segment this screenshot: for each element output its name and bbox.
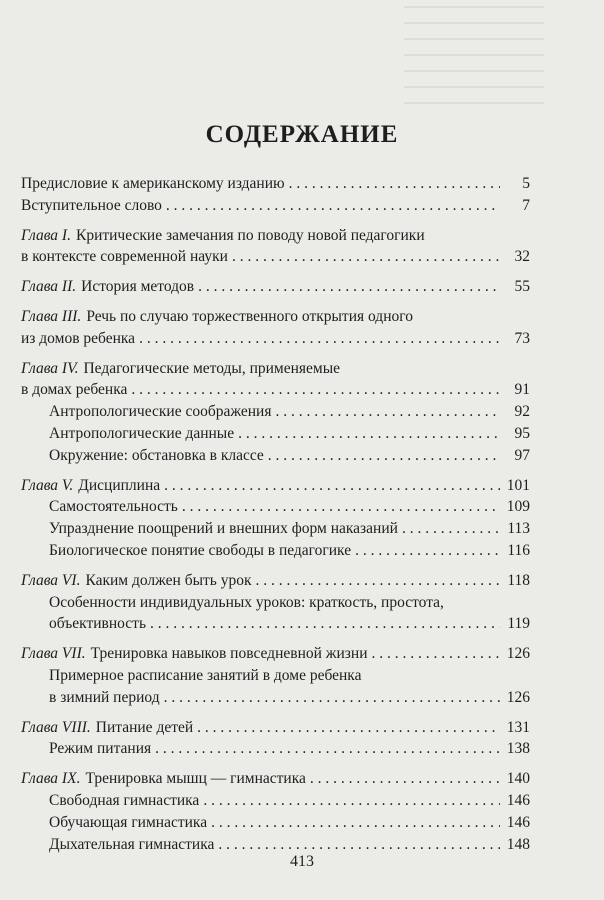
- page-ref: 7: [522, 196, 530, 214]
- page-ref: 92: [514, 403, 530, 421]
- toc-chapter: [21, 717, 530, 761]
- toc-subentry: [21, 592, 530, 614]
- entry-title: История методов: [81, 278, 195, 296]
- entry-title: Вступительное слово: [21, 196, 162, 214]
- entry-title: Предисловие к американскому изданию: [21, 175, 285, 192]
- page-number: 413: [290, 853, 314, 870]
- toc-chapter: [21, 358, 530, 467]
- entry-title: Окружение: обстановка в классе: [49, 446, 264, 464]
- page-ref: 109: [506, 498, 530, 516]
- toc-subentry: [21, 445, 530, 467]
- bleed-through-text: [404, 6, 544, 116]
- dot-leader: [182, 496, 500, 518]
- dot-leader: [203, 790, 500, 812]
- entry-title: Обучающая гимнастика: [49, 813, 208, 831]
- toc-entry: [21, 358, 530, 380]
- toc-entry: [21, 328, 530, 350]
- page-ref: 5: [522, 175, 530, 192]
- chapter-label: Глава I.: [21, 226, 71, 244]
- dot-leader: [238, 423, 500, 445]
- entry-title: Режим питания: [49, 740, 152, 758]
- toc-entry: [21, 475, 530, 497]
- page-ref: 73: [514, 329, 530, 347]
- dot-leader: [289, 173, 500, 195]
- entry-title: Свободная гимнастика: [49, 791, 200, 809]
- toc-chapter: [21, 475, 530, 562]
- entry-title: в зимний период: [49, 688, 160, 706]
- toc-subentry: [21, 738, 530, 760]
- entry-title: в домах ребенка: [21, 381, 128, 399]
- toc-entry: [21, 173, 530, 195]
- toc-subentry: [21, 496, 530, 518]
- entry-title: Антропологические данные: [49, 424, 235, 442]
- page-ref: 32: [514, 248, 530, 266]
- entry-title: Тренировка мышц — гимнастика: [85, 770, 306, 788]
- dot-leader: [139, 328, 500, 350]
- page-ref: 55: [514, 278, 530, 296]
- toc-subentry: [21, 401, 530, 423]
- dot-leader: [268, 445, 500, 467]
- table-of-contents: [21, 173, 530, 863]
- page-ref: 91: [514, 381, 530, 399]
- toc-subentry: [21, 540, 530, 562]
- dot-leader: [166, 195, 500, 217]
- dot-leader: [155, 738, 500, 760]
- chapter-label: Глава IV.: [21, 359, 79, 377]
- chapter-label: Глава VI.: [21, 571, 81, 589]
- toc-entry: [21, 717, 530, 739]
- toc-chapter: [21, 768, 530, 855]
- toc-entry: [21, 246, 530, 268]
- entry-title: Педагогические методы, применяемые: [83, 359, 341, 377]
- dot-leader: [150, 613, 500, 635]
- chapter-label: Глава II.: [21, 278, 77, 296]
- entry-title: Критические замечания по поводу новой педагогики: [75, 226, 425, 244]
- toc-entry: [21, 276, 530, 298]
- entry-title: из домов ребенка: [21, 329, 136, 347]
- page-ref: 118: [507, 571, 530, 589]
- page-ref: 131: [506, 718, 530, 736]
- dot-leader: [164, 687, 500, 709]
- entry-title: Тренировка навыков повседневной жизни: [90, 645, 368, 663]
- entry-title: Антропологические соображения: [49, 403, 272, 421]
- toc-entry: [21, 643, 530, 665]
- toc-entry: [21, 768, 530, 790]
- toc-chapter: [21, 225, 530, 269]
- page-ref: 126: [506, 688, 530, 706]
- page-ref: 119: [507, 615, 530, 633]
- dot-leader: [197, 717, 500, 739]
- toc-subentry: [21, 423, 530, 445]
- entry-title: Каким должен быть урок: [85, 571, 252, 589]
- dot-leader: [131, 379, 500, 401]
- toc-entry: [21, 195, 530, 217]
- toc-chapter: [21, 173, 530, 217]
- entry-title: Дыхательная гимнастика: [49, 835, 215, 853]
- toc-chapter: [21, 570, 530, 635]
- toc-entry: [21, 570, 530, 592]
- entry-title: Примерное расписание занятий в доме ребенка: [49, 666, 362, 684]
- chapter-label: Глава V.: [21, 476, 74, 494]
- toc-chapter: [21, 306, 530, 350]
- chapter-label: Глава VII.: [21, 645, 86, 663]
- dot-leader: [256, 570, 501, 592]
- toc-subentry: [21, 812, 530, 834]
- toc-chapter: [21, 276, 530, 298]
- page-ref: 113: [507, 520, 530, 538]
- entry-title: в контексте современной науки: [21, 248, 228, 266]
- chapter-label: Глава IX.: [21, 770, 81, 788]
- dot-leader: [232, 246, 500, 268]
- toc-chapter: [21, 643, 530, 708]
- page-ref: 126: [506, 645, 530, 663]
- entry-title: Особенности индивидуальных уроков: краткость, простота,: [49, 593, 444, 611]
- entry-title: Дисциплина: [78, 476, 161, 494]
- page-ref: 97: [514, 446, 530, 464]
- dot-leader: [164, 475, 500, 497]
- toc-subentry: [21, 790, 530, 812]
- dot-leader: [211, 812, 500, 834]
- toc-entry: [21, 225, 530, 247]
- dot-leader: [275, 401, 500, 423]
- page-ref: 148: [506, 835, 530, 853]
- dot-leader: [355, 540, 500, 562]
- toc-subentry: [21, 665, 530, 687]
- entry-title: Речь по случаю торжественного открытия одного: [86, 307, 413, 325]
- dot-leader: [372, 643, 501, 665]
- page-ref: 140: [506, 770, 530, 788]
- dot-leader: [402, 518, 500, 540]
- toc-entry: [21, 379, 530, 401]
- chapter-label: Глава III.: [21, 307, 82, 325]
- page-title: СОДЕРЖАНИЕ: [205, 121, 399, 148]
- page-ref: 116: [507, 541, 530, 559]
- entry-title: Самостоятельность: [49, 498, 178, 516]
- dot-leader: [310, 768, 500, 790]
- chapter-label: Глава VIII.: [21, 718, 91, 736]
- page-ref: 101: [506, 476, 530, 494]
- entry-title: Питание детей: [95, 718, 194, 736]
- page-ref: 95: [514, 424, 530, 442]
- page-ref: 146: [506, 791, 530, 809]
- toc-subentry: [21, 613, 530, 635]
- page-ref: 138: [506, 740, 530, 758]
- toc-subentry: [21, 518, 530, 540]
- entry-title: Биологическое понятие свободы в педагогике: [49, 541, 352, 559]
- entry-title: Упразднение поощрений и внешних форм наказаний: [49, 520, 398, 538]
- toc-entry: [21, 306, 530, 328]
- toc-subentry: [21, 687, 530, 709]
- dot-leader: [198, 276, 500, 298]
- page-ref: 146: [506, 813, 530, 831]
- entry-title: объективность: [49, 615, 147, 633]
